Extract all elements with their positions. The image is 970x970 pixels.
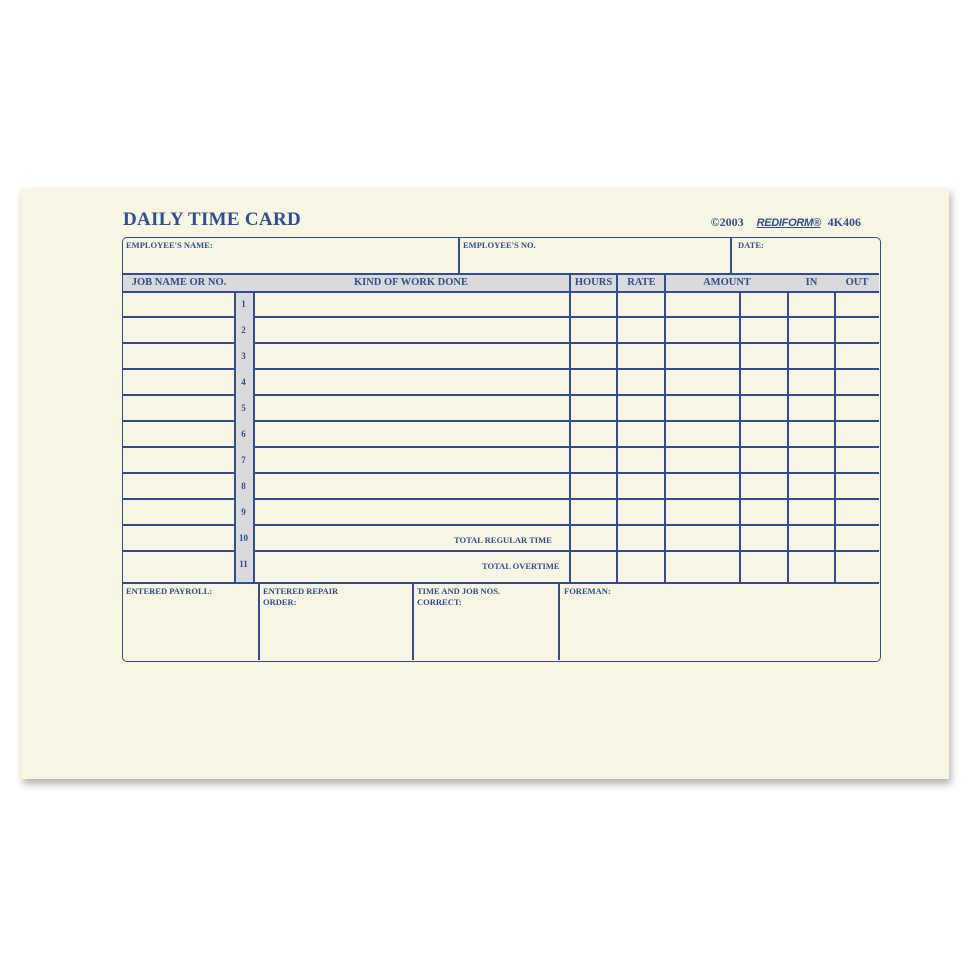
entered-repair-order-field[interactable] — [263, 586, 338, 608]
row-number: 1 — [241, 299, 246, 309]
col-header-rate: RATE — [627, 277, 656, 288]
form-grid — [122, 237, 881, 662]
divider — [458, 238, 460, 274]
row-number: 3 — [241, 351, 246, 361]
row-number: 7 — [241, 455, 246, 465]
row-number: 5 — [241, 403, 246, 413]
card-title: DAILY TIME CARD — [123, 209, 301, 230]
divider — [664, 274, 666, 291]
divider — [258, 582, 260, 660]
col-header-out: OUT — [845, 277, 869, 288]
entered-repair-label-line1: ENTERED REPAIR — [263, 586, 339, 596]
table-row[interactable] — [123, 421, 879, 447]
time-job-correct-field[interactable] — [417, 586, 500, 608]
date-field[interactable]: DATE: — [738, 240, 764, 250]
divider — [412, 582, 414, 660]
table-row[interactable] — [123, 499, 879, 525]
total-overtime-label: TOTAL OVERTIME — [482, 561, 560, 571]
time-job-label-line2: CORRECT: — [417, 597, 462, 607]
row-number: 4 — [241, 377, 246, 387]
row-number: 2 — [241, 325, 246, 335]
col-header-amount: AMOUNT — [703, 277, 751, 288]
row-number: 8 — [241, 481, 246, 491]
table-row[interactable] — [123, 317, 879, 343]
copyright-text: ©2003 — [710, 215, 744, 229]
total-regular-time-label: TOTAL REGULAR TIME — [454, 535, 552, 545]
table-row[interactable] — [123, 473, 879, 499]
divider — [569, 274, 571, 291]
divider — [730, 238, 732, 274]
row-number: 9 — [241, 507, 246, 517]
col-header-job: JOB NAME OR NO. — [131, 277, 227, 288]
entered-payroll-field[interactable]: ENTERED PAYROLL: — [126, 586, 213, 596]
table-row[interactable] — [123, 395, 879, 421]
foreman-field[interactable]: FOREMAN: — [564, 586, 611, 596]
divider — [558, 582, 560, 660]
col-header-in: IN — [805, 277, 818, 288]
time-job-label-line1: TIME AND JOB NOS. — [417, 586, 501, 596]
employee-name-field[interactable]: EMPLOYEE'S NAME: — [126, 240, 213, 250]
row-number: 11 — [239, 559, 248, 569]
employee-no-field[interactable]: EMPLOYEE'S NO. — [463, 240, 536, 250]
card-meta — [711, 215, 861, 230]
entered-repair-label-line2: ORDER: — [263, 597, 297, 607]
row-number: 10 — [239, 533, 248, 543]
col-header-work: KIND OF WORK DONE — [353, 277, 469, 288]
brand-logo: REDIFORM® — [756, 217, 821, 229]
table-row[interactable] — [123, 369, 879, 395]
divider — [123, 582, 879, 584]
table-row[interactable] — [123, 447, 879, 473]
divider — [616, 274, 618, 291]
col-header-hours: HOURS — [574, 277, 613, 288]
form-number: 4K406 — [827, 215, 861, 229]
table-row[interactable] — [123, 291, 879, 317]
table-row[interactable] — [123, 343, 879, 369]
row-number: 6 — [241, 429, 246, 439]
